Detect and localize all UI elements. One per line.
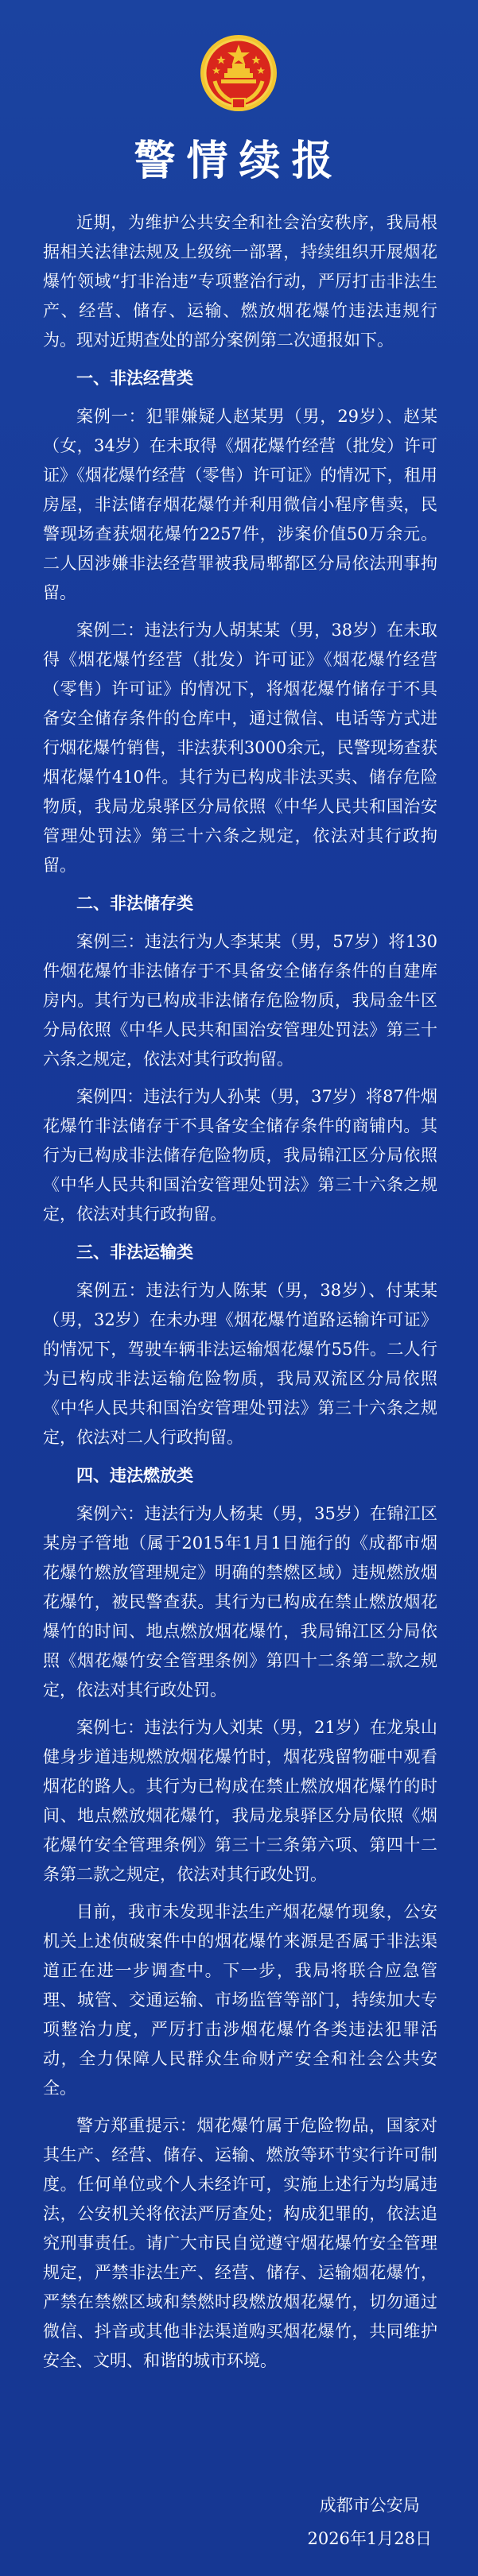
case-five-paragraph: 案例五：违法行为人陈某（男，38岁）、付某某（男，32岁）在未办理《烟花爆竹道路运输许可证》的情况下，驾驶车辆非法运输烟花爆竹55件。二人行为已构成非法运输危险物质，我局双流区分局依照《中华人民共和国治安管理处罚法》第三十六条之规定，依法对二人行政拘留。 — [43, 1281, 437, 1447]
issuer-footer — [307, 2489, 432, 2555]
police-warning-paragraph: 警方郑重提示：烟花爆竹属于危险物品，国家对其生产、经营、储存、运输、燃放等环节实行许可制度。任何单位或个人未经许可，实施上述行为均属违法，公安机关将依法严厉查处；构成犯罪的，依法追究刑事责任。请广大市民自觉遵守烟花爆竹安全管理规定，严禁非法生产、经营、储存、运输烟花爆竹，严禁在禁燃区域和禁燃时段燃放烟花爆竹，切勿通过微信、抖音或其他非法渠道购买烟花爆竹，共同维护安全、文明、和谐的城市环境。 — [43, 2116, 437, 2370]
bulletin-body — [43, 208, 437, 2384]
intro-paragraph: 近期，为维护公共安全和社会治安秩序，我局根据相关法律法规及上级统一部署，持续组织开展烟花爆竹领域“打非治违”专项整治行动，严厉打击非法生产、经营、储存、运输、燃放烟花爆竹违法违规行为。现对近期查处的部分案例第二次通报如下。 — [43, 213, 437, 350]
closing-paragraph: 目前，我市未发现非法生产烟花爆竹现象，公安机关上述侦破案件中的烟花爆竹来源是否属于非法渠道正在进一步调查中。下一步，我局将联合应急管理、城管、交通运输、市场监管等部门，持续加大专项整治力度，严厉打击涉烟花爆竹各类违法犯罪活动，全力保障人民群众生命财产安全和社会公共安全。 — [43, 1902, 437, 2098]
national-emblem-icon — [197, 32, 280, 114]
case-seven-paragraph: 案例七：违法行为人刘某（男，21岁）在龙泉山健身步道违规燃放烟花爆竹时，烟花残留物砸中观看烟花的路人。其行为已构成在禁止燃放烟花爆竹的时间、地点燃放烟花爆竹，我局龙泉驿区分局依照《烟花爆竹安全管理条例》第三十三条第六项、第四十二条第二款之规定，依法对其行政处罚。 — [43, 1718, 437, 1884]
case-three-paragraph: 案例三：违法行为人李某某（男，57岁）将130件烟花爆竹非法储存于不具备安全储存条件的自建库房内。其行为已构成非法储存危险物质，我局金牛区分局依照《中华人民共和国治安管理处罚法》第三十六条之规定，依法对其行政拘留。 — [43, 932, 437, 1069]
case-two-paragraph: 案例二：违法行为人胡某某（男，38岁）在未取得《烟花爆竹经营（批发）许可证》《烟花爆竹经营（零售）许可证》的情况下，将烟花爆竹储存于不具备安全储存条件的仓库中，通过微信、电话等方式进行烟花爆竹销售，非法获利3000余元，民警现场查获烟花爆竹410件。其行为已构成非法买卖、储存危险物质，我局龙泉驿区分局依照《中华人民共和国治安管理处罚法》第三十六条之规定，依法对其行政拘留。 — [43, 621, 437, 875]
case-one-paragraph: 案例一：犯罪嫌疑人赵某男（男，29岁）、赵某（女，34岁）在未取得《烟花爆竹经营（批发）许可证》《烟花爆竹经营（零售）许可证》的情况下，租用房屋，非法储存烟花爆竹并利用微信小程序售卖，民警现场查获烟花爆竹2257件，涉案价值50万余元。二人因涉嫌非法经营罪被我局郫都区分局依法刑事拘留。 — [43, 407, 437, 602]
section-heading-illegal-fireworks: 四、违法燃放类 — [76, 1465, 193, 1485]
section-heading-illegal-storage: 二、非法储存类 — [76, 893, 193, 913]
case-six-paragraph: 案例六：违法行为人杨某（男，35岁）在锦江区某房子管地（属于2015年1月1日施行的《成都市烟花爆竹燃放管理规定》明确的禁燃区域）违规燃放烟花爆竹，被民警查获。其行为已构成在禁止燃放烟花爆竹的时间、地点燃放烟花爆竹，我局锦江区分局依照《烟花爆竹安全管理条例》第四十二条第二款之规定，依法对其行政处罚。 — [43, 1504, 437, 1700]
issuer-name: 成都市公安局 — [319, 2496, 420, 2515]
section-heading-illegal-transport: 三、非法运输类 — [76, 1242, 193, 1262]
case-four-paragraph: 案例四：违法行为人孙某（男，37岁）将87件烟花爆竹非法储存于不具备安全储存条件的商铺内。其行为已构成非法储存危险物质，我局锦江区分局依照《中华人民共和国治安管理处罚法》第三十六条之规定，依法对其行政拘留。 — [43, 1087, 437, 1224]
page-title: 警情续报 — [134, 137, 344, 185]
section-heading-illegal-business: 一、非法经营类 — [76, 368, 193, 388]
issue-date: 2026年1月28日 — [307, 2529, 432, 2548]
